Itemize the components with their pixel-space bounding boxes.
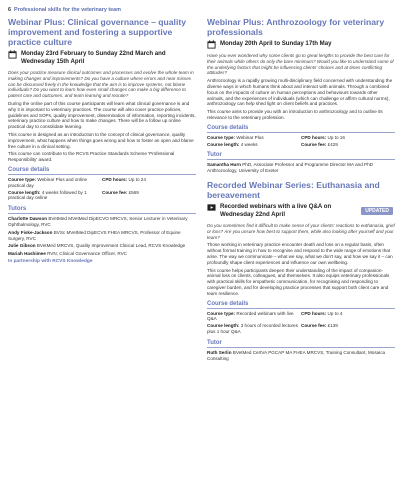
course-fee: Course fee: £429	[301, 141, 338, 147]
page-number: 6	[8, 7, 11, 13]
course-title: Recorded Webinar Series: Euthanasia and bereavement	[207, 179, 380, 200]
course-details-heading: Course details	[8, 167, 196, 175]
body-paragraph: This course is designed as an introduction to the concept of clinical governance, quality improvement, what happens when things goes wrong and how to foster an open and blame free culture in a clinical setting.	[8, 131, 194, 149]
tutors-heading: Tutors	[8, 206, 196, 214]
cpd-hours: CPD hours: Up to 4	[301, 310, 343, 316]
course-type: Course type: Webinar Plus and online practical day	[8, 176, 88, 188]
course-fee: Course fee: £139	[301, 323, 338, 329]
intro-text: Do you sometimes find it difficult to make sense of your clients' reactions to euthanasia, grief or loss? Are you unsure how best to support them, while also looking after yourself and your team?	[207, 222, 395, 240]
page-header	[8, 4, 121, 16]
course-length: Course length: 3 hours of recorded lectures plus 1 hour Q&A	[207, 323, 298, 334]
tutor-entry: Samantha Hurn PhD, Associate Professor and Programme Director MA and PhD Anthrozoology, University of Exeter	[207, 162, 373, 174]
course-details-heading: Course details	[207, 125, 395, 133]
course-clinical-governance	[8, 17, 196, 264]
tutor-list	[8, 216, 196, 257]
course-details-heading: Course details	[207, 301, 395, 309]
course-type: Course type: Recorded webinars with live Q&A	[207, 310, 294, 322]
body-paragraph: This course aims to provide you with an introduction to anthrozoology and to outline its relevance to the veterinary profession.	[207, 109, 383, 120]
intro-text: Does your practice measure clinical outcomes and processes and evolve the whole team in making changes and improvements? Do you have a culture where errors and near misses can be discussed freely in the knowledge that the aim is to improve systems, not blame individuals? Do you want to learn how even small changes can make a big difference to patient care and outcomes, and team learning and morale?	[8, 70, 194, 99]
partnership-note: In partnership with RCVS Knowledge	[8, 258, 93, 264]
tutor-entry: Ruth Serlin BVetMed CertVA PGCAP MA FHEA MRCVS, Training Consultant, Mosaica Consulting	[207, 349, 386, 361]
course-dates	[207, 203, 395, 219]
course-type: Course type: Webinar Plus	[207, 134, 264, 140]
course-anthrozoology	[207, 17, 395, 174]
cpd-hours: CPD hours: Up to 16	[301, 134, 345, 140]
tutor-entry: Mariah Hashimee RVN, Clinical Governance Officer, RVC	[8, 251, 127, 257]
course-details	[207, 311, 395, 336]
record-icon	[207, 203, 216, 212]
course-dates	[8, 50, 196, 66]
running-title: Professional skills for the veterinary team	[14, 7, 121, 13]
body-paragraph: During the online part of this course participants will learn what clinical governance is and why it is important to veterinary practices. The course will also cover practice policies, guidelines and SOPs, quality improvement, dissemination of information, reporting incidents, veterinary practice culture and how to make changes. There will be a follow up online practical day to consolidate learning.	[8, 100, 196, 130]
course-title: Webinar Plus: Anthrozoology for veterinary professionals	[207, 17, 385, 37]
intro-text: Have you ever wondered why some clients go to great lengths to provide the best care for their animals while others do only the bare minimum? Would you like to understand some of the underlying factors that might be influencing clients' choices and at times conflicting attitudes?	[207, 53, 394, 76]
body-paragraph: This course can contribute to the RCVS Practice Standards Scheme 'Professional Responsibility' award.	[8, 151, 175, 163]
calendar-icon	[207, 40, 216, 49]
tutor-heading: Tutor	[207, 340, 395, 348]
course-length: Course length: 4 weeks	[207, 141, 258, 147]
tutor-entry: Andy Fiske-Jackson BVSc MVetMed DipECVS FHEA MRCVS, Professor of Equine Surgery, RVC	[8, 229, 181, 241]
dates-text: Monday 23rd February to Sunday 22nd March and Wednesday 15th April	[21, 50, 166, 65]
course-title: Webinar Plus: Clinical governance – quality improvement and fostering a supportive practice culture	[8, 17, 186, 47]
cpd-hours: CPD hours: Up to 24	[102, 176, 146, 182]
body-paragraph: Those working in veterinary practice encounter death and loss on a regular basis, often without formal training in how to recognise and respond to the wide range of emotions that arise. The way we communicate – what we say, what we don't say, and how we say it – can profoundly shape client experiences and influence our own wellbeing.	[207, 242, 393, 265]
course-length: Course length: 4 weeks followed by 1 practical day online	[8, 189, 87, 201]
dates-text: Recorded webinars with a live Q&A on Wednesday 22nd April	[220, 202, 332, 218]
updated-badge: UPDATED	[361, 207, 393, 215]
body-paragraph: This course helps participants deepen their understanding of the impact of companion-animal loss on clients, colleagues, and themselves. It also equips veterinary professionals with practical skills for empathetic communication, for recognising and responding to caregiver burden, and for developing practice processes that support both client care and team resilience.	[207, 267, 390, 296]
tutor-entry: Charlotte Dawson BVetMed MVetMed DipECVO MRCVS, Senior Lecturer in Veterinary Ophthalmology, RVC	[8, 216, 188, 227]
tutor-heading: Tutor	[207, 152, 395, 160]
course-details	[8, 177, 196, 202]
course-fee: Course fee: £569	[102, 189, 139, 195]
course-details	[207, 135, 395, 149]
dates-text: Monday 20th April to Sunday 17th May	[220, 40, 332, 47]
course-dates	[207, 40, 395, 49]
course-euthanasia	[207, 180, 395, 361]
tutor-entry: Julie Gibson BVetMed MRCVS, Quality Improvement Clinical Lead, RCVS Knowledge	[8, 243, 186, 249]
right-column	[207, 17, 395, 361]
body-paragraph: Anthrozoology is a rapidly growing multi-disciplinary field concerned with understanding the diverse ways in which humans think about and interact with animals. Through a combined focus on the impacts of culture on human perceptions and behaviours towards other animals, and the experiences of individuals (which can challenge or affirm cultural norms), anthrozoology can help shed light on client beliefs and practices.	[207, 78, 393, 107]
calendar-icon	[8, 50, 17, 59]
